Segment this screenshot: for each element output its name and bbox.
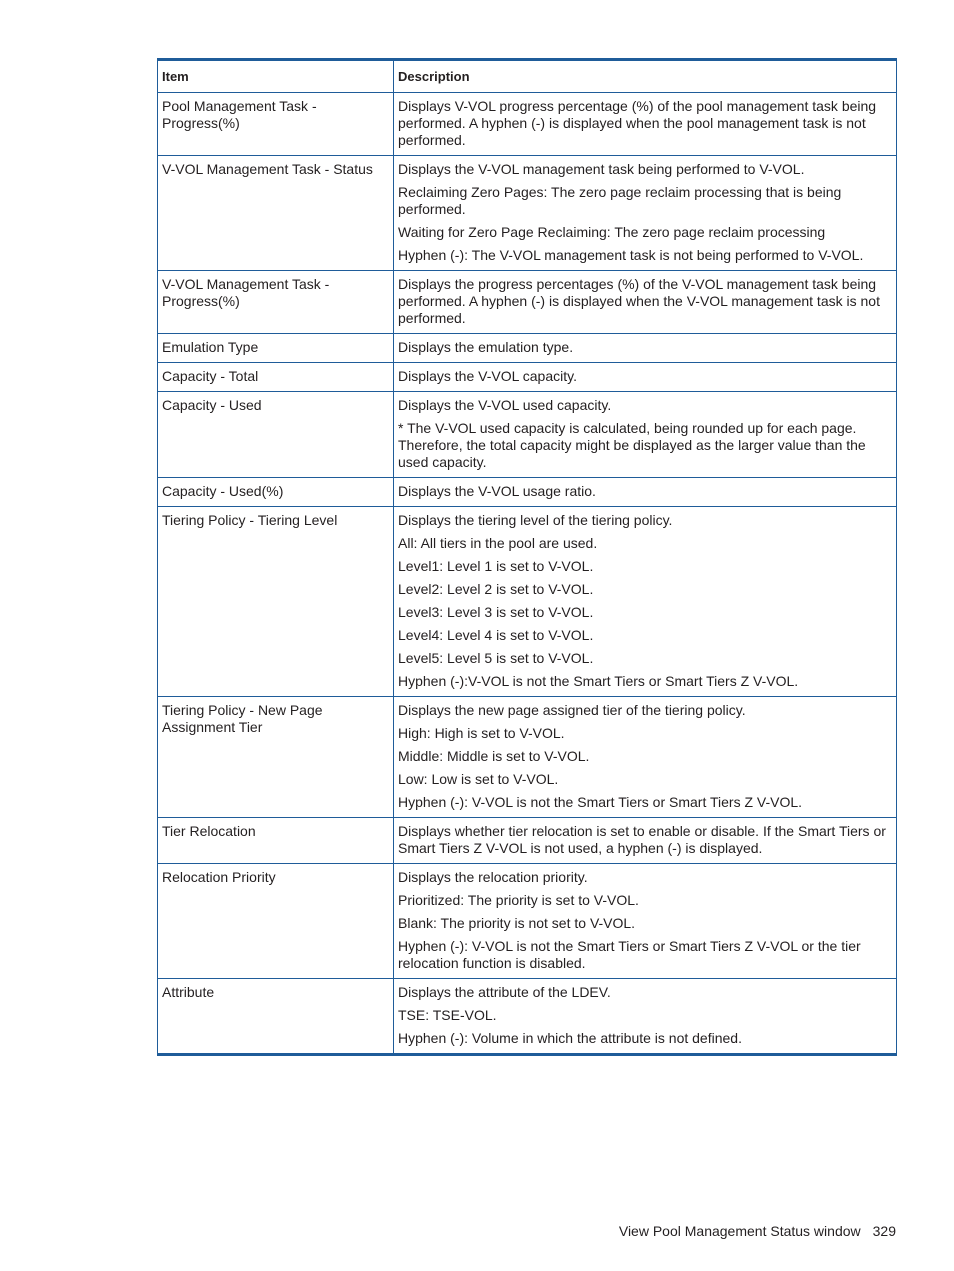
table-row: [158, 979, 897, 1055]
table-row: [158, 864, 897, 979]
table-row: [158, 363, 897, 392]
description-paragraph: * The V-VOL used capacity is calculated, being rounded up for each page. Therefore, the total capacity might be displayed as the larger value than the used capacity.: [398, 420, 866, 470]
item-cell: Attribute: [158, 979, 394, 1055]
description-paragraph: Displays the emulation type.: [398, 339, 574, 355]
description-paragraph: All: All tiers in the pool are used.: [398, 535, 598, 551]
description-paragraph: Low: Low is set to V-VOL.: [398, 771, 559, 787]
footer-section-title: View Pool Management Status window: [618, 1223, 861, 1239]
item-cell: Relocation Priority: [158, 864, 394, 979]
description-paragraph: Displays the progress percentages (%) of the V-VOL management task being performed. A hyphen (-) is displayed when the V-VOL management task is not performed.: [398, 276, 880, 326]
description-paragraph: Reclaiming Zero Pages: The zero page reclaim processing that is being performed.: [398, 184, 842, 217]
description-paragraph: Level5: Level 5 is set to V-VOL.: [398, 650, 594, 666]
description-cell: [394, 864, 897, 979]
table-row: [158, 271, 897, 334]
description-paragraph: Level2: Level 2 is set to V-VOL.: [398, 581, 594, 597]
description-paragraph: Hyphen (-):V-VOL is not the Smart Tiers or Smart Tiers Z V-VOL.: [398, 673, 799, 689]
description-paragraph: Displays the V-VOL usage ratio.: [398, 483, 596, 499]
table-row: [158, 93, 897, 156]
description-paragraph: Displays whether tier relocation is set to enable or disable. If the Smart Tiers or Smart Tiers Z V-VOL is not used, a hyphen (-) is displayed.: [398, 823, 886, 856]
table-row: [158, 697, 897, 818]
description-paragraph: Waiting for Zero Page Reclaiming: The zero page reclaim processing: [398, 224, 826, 240]
description-paragraph: Displays the new page assigned tier of the tiering policy.: [398, 702, 746, 718]
description-cell: [394, 818, 897, 864]
page-number: 329: [872, 1223, 896, 1239]
table-row: [158, 478, 897, 507]
description-paragraph: Prioritized: The priority is set to V-VOL.: [398, 892, 639, 908]
description-paragraph: High: High is set to V-VOL.: [398, 725, 565, 741]
description-paragraph: Displays V-VOL progress percentage (%) of the pool management task being performed. A hyphen (-) is displayed when the pool management task is not performed.: [398, 98, 877, 148]
description-paragraph: Displays the relocation priority.: [398, 869, 588, 885]
item-cell: Tier Relocation: [158, 818, 394, 864]
description-paragraph: Level4: Level 4 is set to V-VOL.: [398, 627, 594, 643]
description-paragraph: Hyphen (-): V-VOL is not the Smart Tiers or Smart Tiers Z V-VOL.: [398, 794, 803, 810]
item-cell: Emulation Type: [158, 334, 394, 363]
description-paragraph: Hyphen (-): V-VOL is not the Smart Tiers or Smart Tiers Z V-VOL or the tier relocation function is disabled.: [398, 938, 861, 971]
description-paragraph: Hyphen (-): The V-VOL management task is not being performed to V-VOL.: [398, 247, 864, 263]
description-paragraph: Blank: The priority is not set to V-VOL.: [398, 915, 636, 931]
description-cell: [394, 93, 897, 156]
item-cell: V-VOL Management Task - Progress(%): [158, 271, 394, 334]
item-cell: V-VOL Management Task - Status: [158, 156, 394, 271]
description-paragraph: Displays the tiering level of the tiering policy.: [398, 512, 673, 528]
item-cell: Pool Management Task - Progress(%): [158, 93, 394, 156]
description-cell: [394, 156, 897, 271]
description-paragraph: Displays the V-VOL capacity.: [398, 368, 577, 384]
description-cell: [394, 363, 897, 392]
description-cell: [394, 697, 897, 818]
item-cell: Capacity - Used(%): [158, 478, 394, 507]
description-cell: [394, 271, 897, 334]
description-paragraph: Displays the V-VOL management task being performed to V-VOL.: [398, 161, 805, 177]
description-cell: [394, 979, 897, 1055]
table-body: [158, 93, 897, 1055]
table-header-row: [158, 60, 897, 93]
page-footer: [619, 1223, 896, 1240]
description-cell: [394, 507, 897, 697]
table-row: [158, 392, 897, 478]
column-header-item: Item: [158, 60, 394, 93]
table-row: [158, 818, 897, 864]
description-cell: [394, 478, 897, 507]
table-row: [158, 507, 897, 697]
description-paragraph: Level1: Level 1 is set to V-VOL.: [398, 558, 594, 574]
description-paragraph: Middle: Middle is set to V-VOL.: [398, 748, 590, 764]
item-cell: Tiering Policy - New Page Assignment Tier: [158, 697, 394, 818]
item-cell: Capacity - Used: [158, 392, 394, 478]
description-paragraph: Level3: Level 3 is set to V-VOL.: [398, 604, 594, 620]
table-row: [158, 334, 897, 363]
table-row: [158, 156, 897, 271]
description-paragraph: TSE: TSE-VOL.: [398, 1007, 497, 1023]
description-cell: [394, 334, 897, 363]
description-paragraph: Displays the attribute of the LDEV.: [398, 984, 611, 1000]
item-cell: Capacity - Total: [158, 363, 394, 392]
item-description-table: [157, 58, 897, 1056]
description-cell: [394, 392, 897, 478]
description-paragraph: Displays the V-VOL used capacity.: [398, 397, 612, 413]
column-header-description: Description: [394, 60, 897, 93]
item-cell: Tiering Policy - Tiering Level: [158, 507, 394, 697]
description-paragraph: Hyphen (-): Volume in which the attribute is not defined.: [398, 1030, 742, 1046]
